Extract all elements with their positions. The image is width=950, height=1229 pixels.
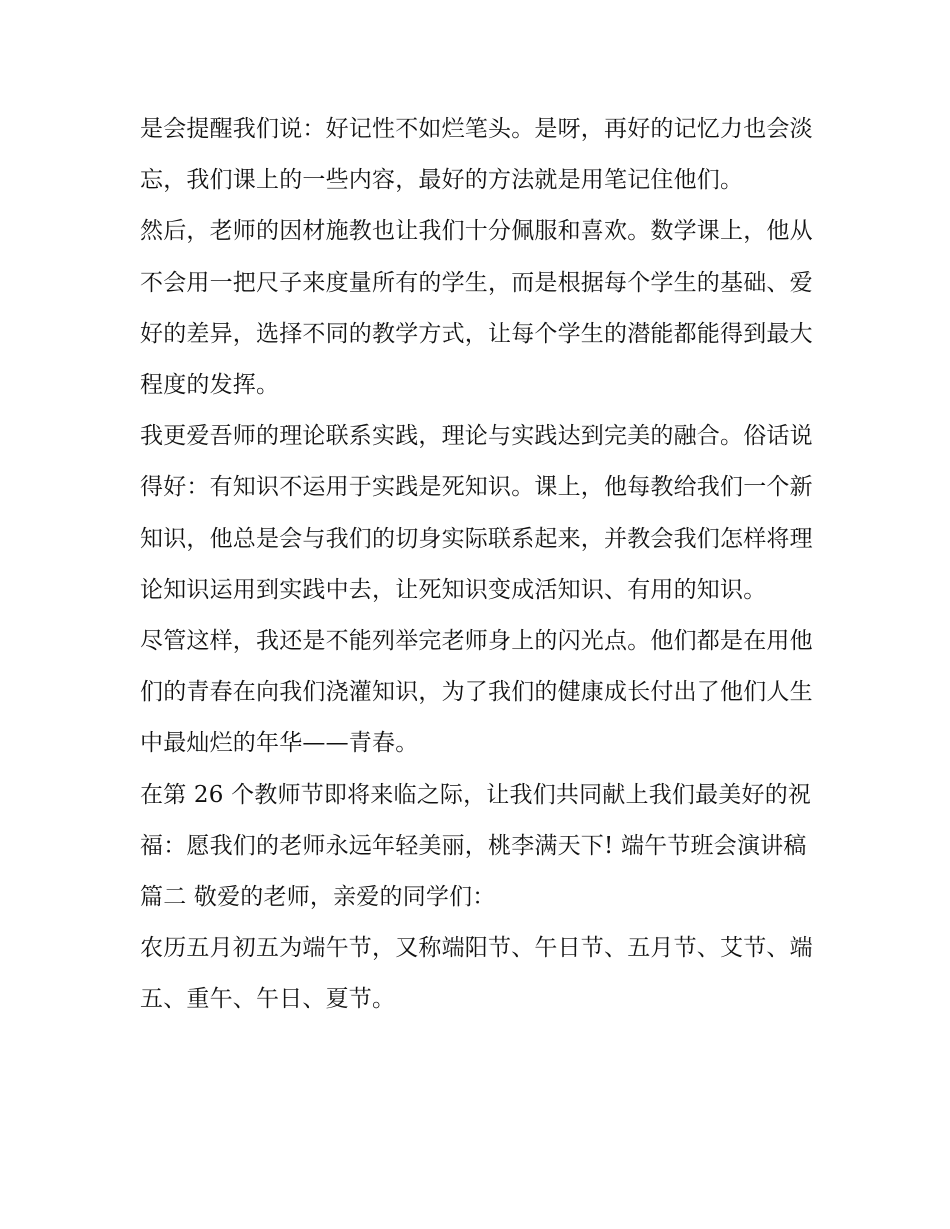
document-body [140, 104, 820, 1026]
paragraph-4: 尽管这样，我还是不能列举完老师身上的闪光点。他们都是在用他们的青春在向我们浇灌知识，为了我们的健康成长付出了他们人生中最灿烂的年华——青春。 [140, 628, 813, 757]
paragraph-6: 农历五月初五为端午节，又称端阳节、午日节、五月节、艾节、端五、重午、午日、夏节。 [140, 935, 813, 1013]
paragraph-5: 在第 26 个教师节即将来临之际，让我们共同献上我们最美好的祝福：愿我们的老师永远年轻美丽，桃李满天下! 端午节班会演讲稿篇二 敬爱的老师，亲爱的同学们： [140, 781, 812, 911]
paragraph-1: 是会提醒我们说：好记性不如烂笔头。是呀，再好的记忆力也会淡忘，我们课上的一些内容，最好的方法就是用笔记住他们。 [140, 116, 813, 194]
paragraph-3: 我更爱吾师的理论联系实践，理论与实践达到完美的融合。俗话说得好：有知识不运用于实践是死知识。课上，他每教给我们一个新知识，他总是会与我们的切身实际联系起来，并教会我们怎样将理论知识运用到实践中去，让死知识变成活知识、有用的知识。 [140, 423, 813, 603]
paragraph-2: 然后，老师的因材施教也让我们十分佩服和喜欢。数学课上，他从不会用一把尺子来度量所有的学生，而是根据每个学生的基础、爱好的差异，选择不同的教学方式，让每个学生的潜能都能得到最大程度的发挥。 [140, 218, 813, 399]
